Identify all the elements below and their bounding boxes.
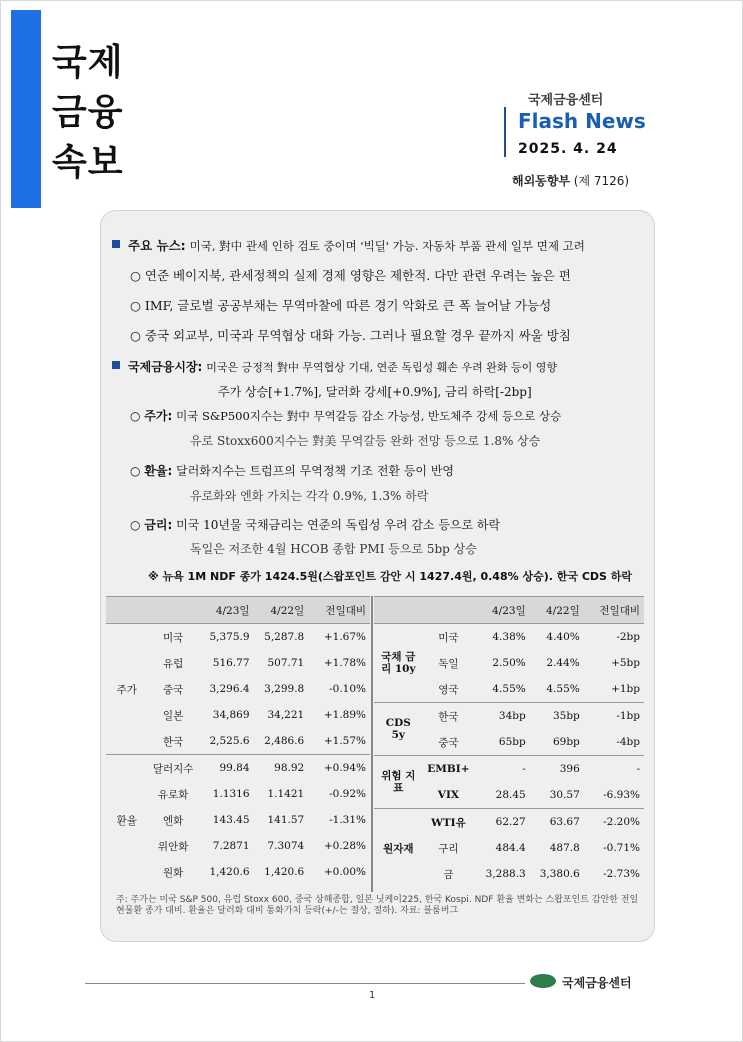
table-row: 환율 달러지수 99.84 98.92 +0.94% (106, 755, 370, 782)
col-header: 4/23일 (474, 597, 530, 624)
market-headline (112, 358, 557, 375)
market-item-sub: 독일은 저조한 4월 HCOB 종합 PMI 등으로 5bp 상승 (190, 542, 477, 556)
group-label: 원자재 (374, 809, 423, 888)
col-header: 4/23일 (199, 597, 254, 624)
flash-news-label: Flash News (518, 109, 646, 133)
report-date: 2025. 4. 24 (518, 141, 618, 157)
main-news-label: 주요 뉴스: (128, 238, 186, 253)
group-label: 주가 (116, 683, 137, 696)
market-item-fx: ○ 환율: 달러화지수는 트럼프의 무역정책 기조 전환 등이 반영 (130, 464, 455, 478)
market-summary: 주가 상승[+1.7%], 달러화 강세[+0.9%], 금리 하락[-2bp] (218, 385, 532, 399)
market-item-sub: 유로화와 엔화 가치는 각각 0.9%, 1.3% 하락 (190, 489, 429, 503)
market-table-right (374, 596, 644, 887)
market-item-label: 환율: (144, 464, 173, 478)
ndf-note: ※ 뉴욕 1M NDF 종가 1424.5원(스왑포인트 감안 시 1427.4원, 0.48% 상승). 한국 CDS 하락 (148, 570, 633, 583)
col-header: 전일대비 (584, 597, 644, 624)
group-label: CDS 5y (374, 703, 423, 756)
market-item-stocks: ○ 주가: 미국 S&P500지수는 對中 무역갈등 감소 가능성, 반도체주 강세 등으로 상승 (130, 409, 562, 423)
market-item-text: 달러화지수는 트럼프의 무역정책 기조 전환 등이 반영 (176, 464, 455, 478)
report-title (52, 38, 142, 188)
table-row: VIX 28.45 30.57 -6.93% (437, 789, 640, 801)
main-news-item: ○ IMF, 글로벌 공공부채는 무역마찰에 따른 경기 악화로 큰 폭 늘어날 가능성 (130, 298, 552, 313)
table-row: 구리 484.4 487.8 -0.71% (438, 842, 640, 855)
table-row: 유로화 1.1316 1.1421 -0.92% (157, 788, 366, 801)
table-row: 국채 금리 10y 미국 4.38% 4.40% -2bp (374, 624, 644, 651)
group-label: 국채 금리 10y (381, 651, 416, 675)
table-row: 주가 미국 5,375.9 5,287.8 +1.67% (106, 624, 370, 651)
flash-news-block (504, 107, 646, 157)
title-line-1: 국제 (52, 42, 124, 83)
market-label: 국제금융시장: (128, 360, 203, 374)
main-news-item-text: 연준 베이지북, 관세정책의 실제 경제 영향은 제한적. 다만 관련 우려는 높은 편 (144, 268, 571, 283)
department-name: 해외동향부 (512, 174, 570, 188)
title-line-3: 속보 (52, 142, 124, 183)
table-row: 영국 4.55% 4.55% +1bp (438, 683, 640, 696)
table-row: 한국 2,525.6 2,486.6 +1.57% (162, 735, 366, 748)
table-row: 위안화 7.2871 7.3074 +0.28% (157, 840, 366, 853)
table-row: CDS 5y 한국 34bp 35bp -1bp (374, 703, 644, 730)
col-header: 4/22일 (254, 597, 309, 624)
table-row: 엔화 143.45 141.57 -1.31% (162, 814, 366, 827)
issue-number: (제 7126) (573, 174, 630, 188)
table-row: 중국 3,296.4 3,299.8 -0.10% (162, 683, 366, 696)
table-row: 원자재 WTI유 62.27 63.67 -2.20% (374, 809, 644, 836)
market-item-text: 미국 S&P500지수는 對中 무역갈등 감소 가능성, 반도체주 강세 등으로 상승 (176, 409, 562, 423)
accent-bar (11, 10, 41, 208)
table-row: 금 3,288.3 3,380.6 -2.73% (443, 868, 640, 881)
table-row: 중국 65bp 69bp -4bp (438, 736, 640, 749)
group-label: 환율 (106, 755, 147, 886)
table-row: 원화 1,420.6 1,420.6 +0.00% (162, 866, 366, 879)
table-divider (371, 596, 373, 892)
table-row: 일본 34,869 34,221 +1.89% (162, 709, 366, 722)
group-label: 위험 지표 (374, 756, 423, 809)
title-line-2: 금융 (52, 92, 124, 133)
main-news-item: ○ 중국 외교부, 미국과 무역협상 대화 가능. 그러나 필요할 경우 끝까지 싸울 방침 (130, 328, 571, 343)
market-item-label: 주가: (144, 409, 173, 423)
market-table-left (106, 596, 370, 885)
main-news-item-text: 중국 외교부, 미국과 무역협상 대화 가능. 그러나 필요할 경우 끝까지 싸울 방침 (144, 328, 571, 343)
footer-divider (85, 983, 525, 984)
table-row: 위험 지표 EMBI+ - 396 - (374, 756, 644, 783)
main-news-item-text: IMF, 글로벌 공공부채는 무역마찰에 따른 경기 악화로 큰 폭 늘어날 가능성 (144, 298, 552, 313)
col-header: 4/22일 (530, 597, 584, 624)
footer-org-name: 국제금융센터 (562, 976, 632, 990)
square-bullet-icon (112, 240, 120, 248)
table-row: 독일 2.50% 2.44% +5bp (438, 657, 640, 670)
market-text: 미국은 긍정적 對中 무역협상 기대, 연준 독립성 훼손 우려 완화 등이 영향 (206, 361, 558, 374)
col-header: 전일대비 (308, 597, 370, 624)
table-row: 유럽 516.77 507.71 +1.78% (162, 657, 366, 670)
department (512, 172, 629, 189)
main-news-headline (112, 236, 585, 254)
footnote: 주: 주가는 미국 S&P 500, 유럽 Stoxx 600, 중국 상해종합, 일본 닛케이225, 한국 Kospi. NDF 환율 변화는 스왑포인트 감안한 전일 현물환 종가 대비. 환율은 달러화 대비 통화가치 등락(+/-는 절상, 절하). 자료: 블룸버그 (116, 895, 639, 916)
kcif-logo-icon (530, 974, 556, 988)
market-item-rates: ○ 금리: 미국 10년물 국채금리는 연준의 독립성 우려 감소 등으로 하락 (130, 518, 501, 532)
org-name: 국제금융센터 (528, 93, 604, 108)
main-news-text: 미국, 對中 관세 인하 검토 중이며 '빅딜' 가능. 자동차 부품 관세 일부 면제 고려 (189, 239, 585, 253)
market-item-sub: 유로 Stoxx600지수는 對美 무역갈등 완화 전망 등으로 1.8% 상승 (190, 434, 541, 448)
market-item-text: 미국 10년물 국채금리는 연준의 독립성 우려 감소 등으로 하락 (176, 518, 501, 532)
square-bullet-icon (112, 361, 120, 369)
market-item-label: 금리: (144, 518, 173, 532)
page-number: 1 (369, 990, 376, 1001)
main-news-item: ○ 연준 베이지북, 관세정책의 실제 경제 영향은 제한적. 다만 관련 우려는 높은 편 (130, 268, 571, 283)
